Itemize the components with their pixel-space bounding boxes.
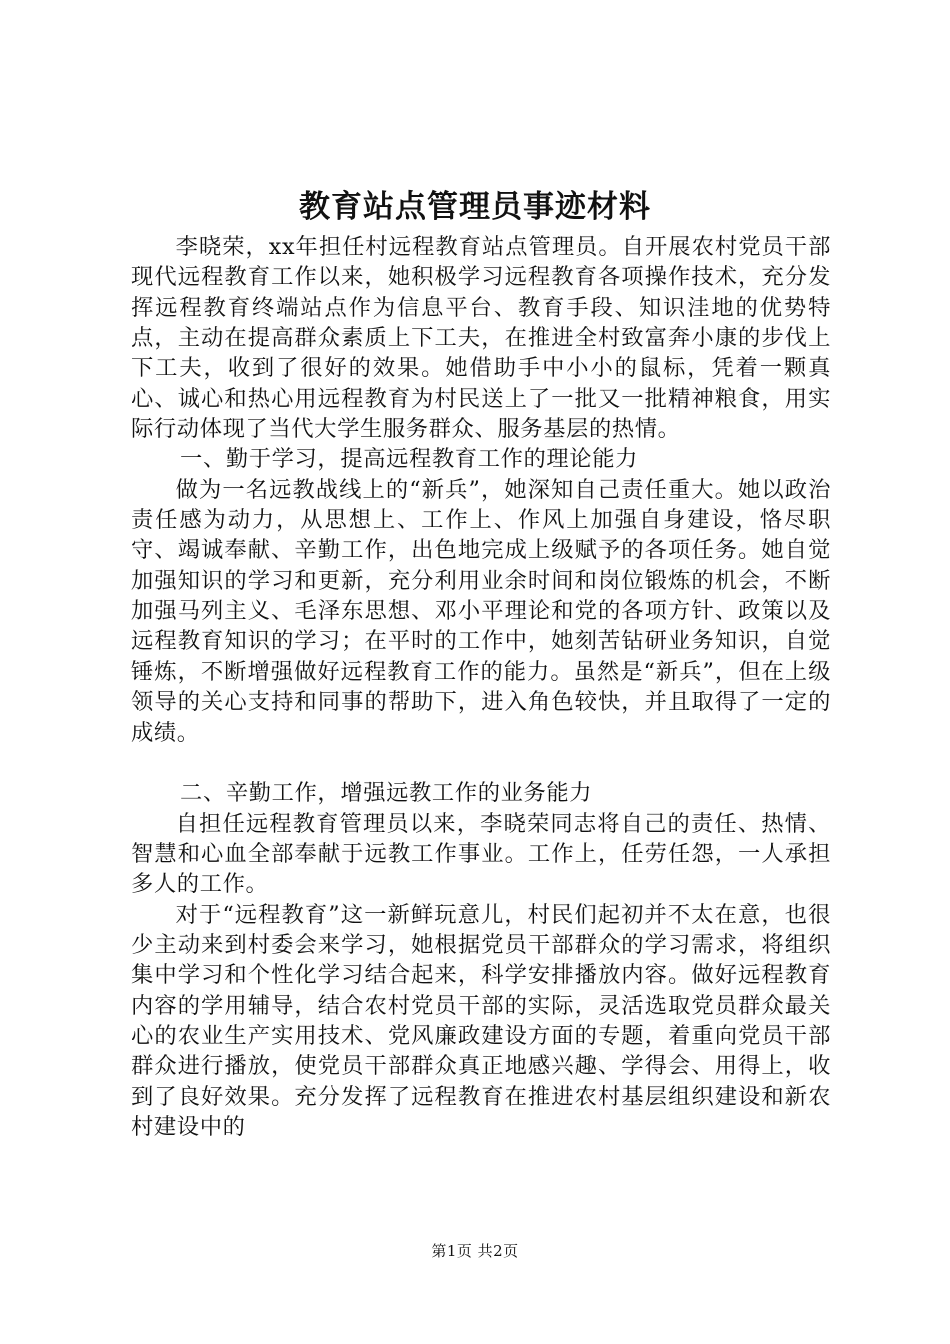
document-title: 教育站点管理员事迹材料 <box>299 189 651 225</box>
document-body <box>131 232 831 1142</box>
blank-line <box>131 748 831 778</box>
section-heading-2: 二、辛勤工作，增强远教工作的业务能力 <box>180 780 593 807</box>
section-heading-1: 一、勤于学习，提高远程教育工作的理论能力 <box>180 446 638 473</box>
page-footer: 第1页 共2页 <box>431 1242 519 1260</box>
paragraph-intro: 李晓荣，xx年担任村远程教育站点管理员。自开展农村党员干部现代远程教育工作以来，她积极学习远程教育各项操作技术，充分发挥远程教育终端站点作为信息平台、教育手段、知识洼地的优势特点，主动在提高群众素质上下工夫，在推进全村致富奔小康的步伐上下工夫，收到了很好的效果。她借助手中小小的鼠标，凭着一颗真心、诚心和热心用远程教育为村民送上了一批又一批精神粮食，用实际行动体现了当代大学生服务群众、服务基层的热情。 <box>131 234 831 443</box>
paragraph-section-1: 做为一名远教战线上的“新兵”，她深知自己责任重大。她以政治责任感为动力，从思想上、工作上、作风上加强自身建设，恪尽职守、竭诚奉献、辛勤工作，出色地完成上级赋予的各项任务。她自觉加强知识的学习和更新，充分利用业余时间和岗位锻炼的机会，不断加强马列主义、毛泽东思想、邓小平理论和党的各项方针、政策以及远程教育知识的学习；在平时的工作中，她刻苦钻研业务知识，自觉锤炼，不断增强做好远程教育工作的能力。虽然是“新兵”，但在上级领导的关心支持和同事的帮助下，进入角色较快，并且取得了一定的成绩。 <box>131 476 831 746</box>
paragraph-section-2b: 对于“远程教育”这一新鲜玩意儿，村民们起初并不太在意，也很少主动来到村委会来学习，她根据党员干部群众的学习需求，将组织集中学习和个性化学习结合起来，科学安排播放内容。做好远程教育内容的学用辅导，结合农村党员干部的实际，灵活选取党员群众最关心的农业生产实用技术、党风廉政建设方面的专题，着重向党员干部群众进行播放，使党员干部群众真正地感兴趣、学得会、用得上，收到了良好效果。充分发挥了远程教育在推进农村基层组织建设和新农村建设中的 <box>131 901 831 1140</box>
paragraph-section-2a: 自担任远程教育管理员以来，李晓荣同志将自己的责任、热情、智慧和心血全部奉献于远教工作事业。工作上，任劳任怨，一人承担多人的工作。 <box>131 810 831 898</box>
